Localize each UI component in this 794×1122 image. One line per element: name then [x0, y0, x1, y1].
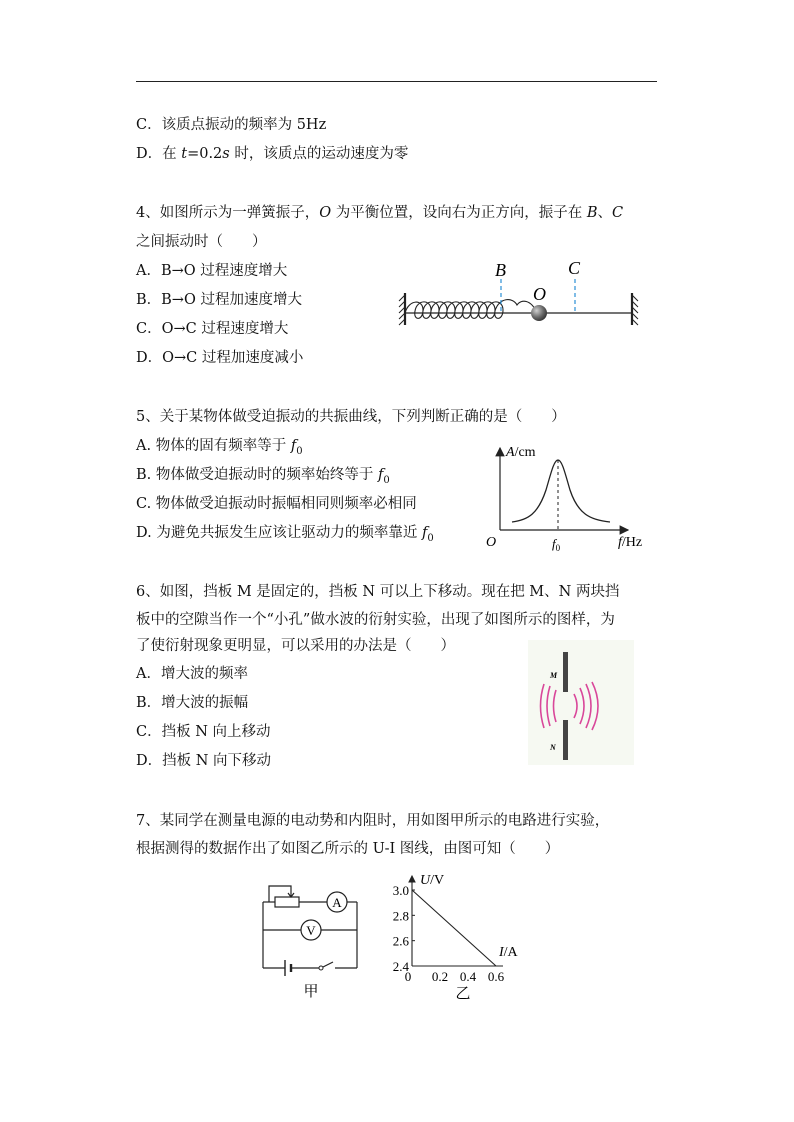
label-n: N: [550, 743, 556, 752]
label-o: O: [533, 284, 546, 304]
f0-tick-label: $f_0$: [552, 536, 561, 553]
q6-option-a: A．增大波的频率: [136, 666, 248, 682]
q3-option-c: C．该质点振动的频率为 5Hz: [136, 117, 327, 133]
q4-option-c: C．O→C 过程速度增大: [136, 321, 289, 337]
origin-label: O: [486, 535, 497, 550]
q5-stem: 5、关于某物体做受迫振动的共振曲线，下列判断正确的是（ ）: [136, 409, 566, 425]
u-i-data-line: [412, 890, 496, 966]
diffraction-figure: [528, 640, 634, 765]
ammeter-label: A: [332, 895, 342, 910]
q6-stem-line3: 了使衍射现象更明显，可以采用的办法是（ ）: [136, 638, 455, 654]
q6-stem-line2: 板中的空隙当作一个“小孔”做水波的衍射实验，出现了如图所示的图样，为: [136, 612, 615, 628]
label-c: C: [568, 258, 581, 278]
q4-stem-line1: 4、如图所示为一弹簧振子，O 为平衡位置，设向右为正方向，振子在 B、C: [136, 205, 624, 221]
resonance-curve: [512, 460, 610, 522]
graph-caption: 乙: [455, 986, 471, 1002]
y-axis-title: U/V: [420, 873, 445, 888]
q6-stem-line1: 6、如图，挡板 M 是固定的，挡板 N 可以上下移动。现在把 M、N 两块挡: [136, 584, 620, 600]
q7-stem-line2: 根据测得的数据作出了如图乙所示的 U-I 图线，由图可知（ ）: [136, 841, 560, 857]
barrier-m: [563, 652, 568, 692]
circuit-caption: 甲: [303, 984, 319, 1000]
q4-option-d: D．O→C 过程加速度减小: [136, 350, 304, 366]
q7-stem-line1: 7、某同学在测量电源的电动势和内阻时，用如图甲所示的电路进行实验，: [136, 813, 610, 829]
y-tick-label: 2.6: [392, 933, 409, 949]
q6-option-d: D．挡板 N 向下移动: [136, 753, 272, 769]
x-axis-title: I/A: [499, 945, 518, 960]
spring-coil: [405, 300, 537, 319]
u-i-graph: [385, 868, 545, 1003]
q6-option-b: B．增大波的振幅: [136, 695, 249, 711]
label-m: M: [550, 671, 558, 680]
q5-option-c: C. 物体做受迫振动时振幅相同则频率必相同: [136, 496, 417, 512]
spring-oscillator-figure: [395, 255, 655, 340]
circuit-diagram: [255, 876, 365, 1001]
header-rule: [136, 81, 657, 82]
q6-option-c: C．挡板 N 向上移动: [136, 724, 271, 740]
oscillator-ball: [531, 305, 547, 321]
q3-option-d: D．在 t=0.2s 时，该质点的运动速度为零: [136, 146, 409, 162]
barrier-n: [563, 720, 568, 760]
q5-option-b: B. 物体做受迫振动时的频率始终等于 $f_0$: [136, 467, 390, 486]
x-tick-label: 0.6: [487, 969, 505, 984]
x-axis-label: f/Hz: [618, 535, 643, 550]
q4-option-b: B．B→O 过程加速度增大: [136, 292, 302, 308]
y-tick-label: 2.8: [392, 908, 409, 924]
y-tick-label: 3.0: [392, 883, 409, 898]
x-tick-label: 0.4: [459, 969, 477, 984]
y-tick-label: 2.4: [392, 959, 409, 974]
rheostat: [275, 897, 299, 907]
q5-option-a: A. 物体的固有频率等于 $f_0$: [136, 438, 303, 457]
q4-option-a: A．B→O 过程速度增大: [136, 263, 288, 279]
x-tick-label: 0: [404, 969, 412, 984]
q4-stem-line2: 之间振动时（ ）: [136, 234, 267, 250]
voltmeter-label: V: [306, 923, 316, 938]
x-tick-label: 0.2: [431, 969, 449, 984]
label-b: B: [495, 260, 506, 280]
resonance-curve-figure: [480, 440, 660, 555]
y-axis-label: A/cm: [506, 445, 536, 460]
switch-contact: [319, 966, 323, 970]
q5-option-d: D. 为避免共振发生应该让驱动力的频率靠近 $f_0$: [136, 525, 434, 544]
